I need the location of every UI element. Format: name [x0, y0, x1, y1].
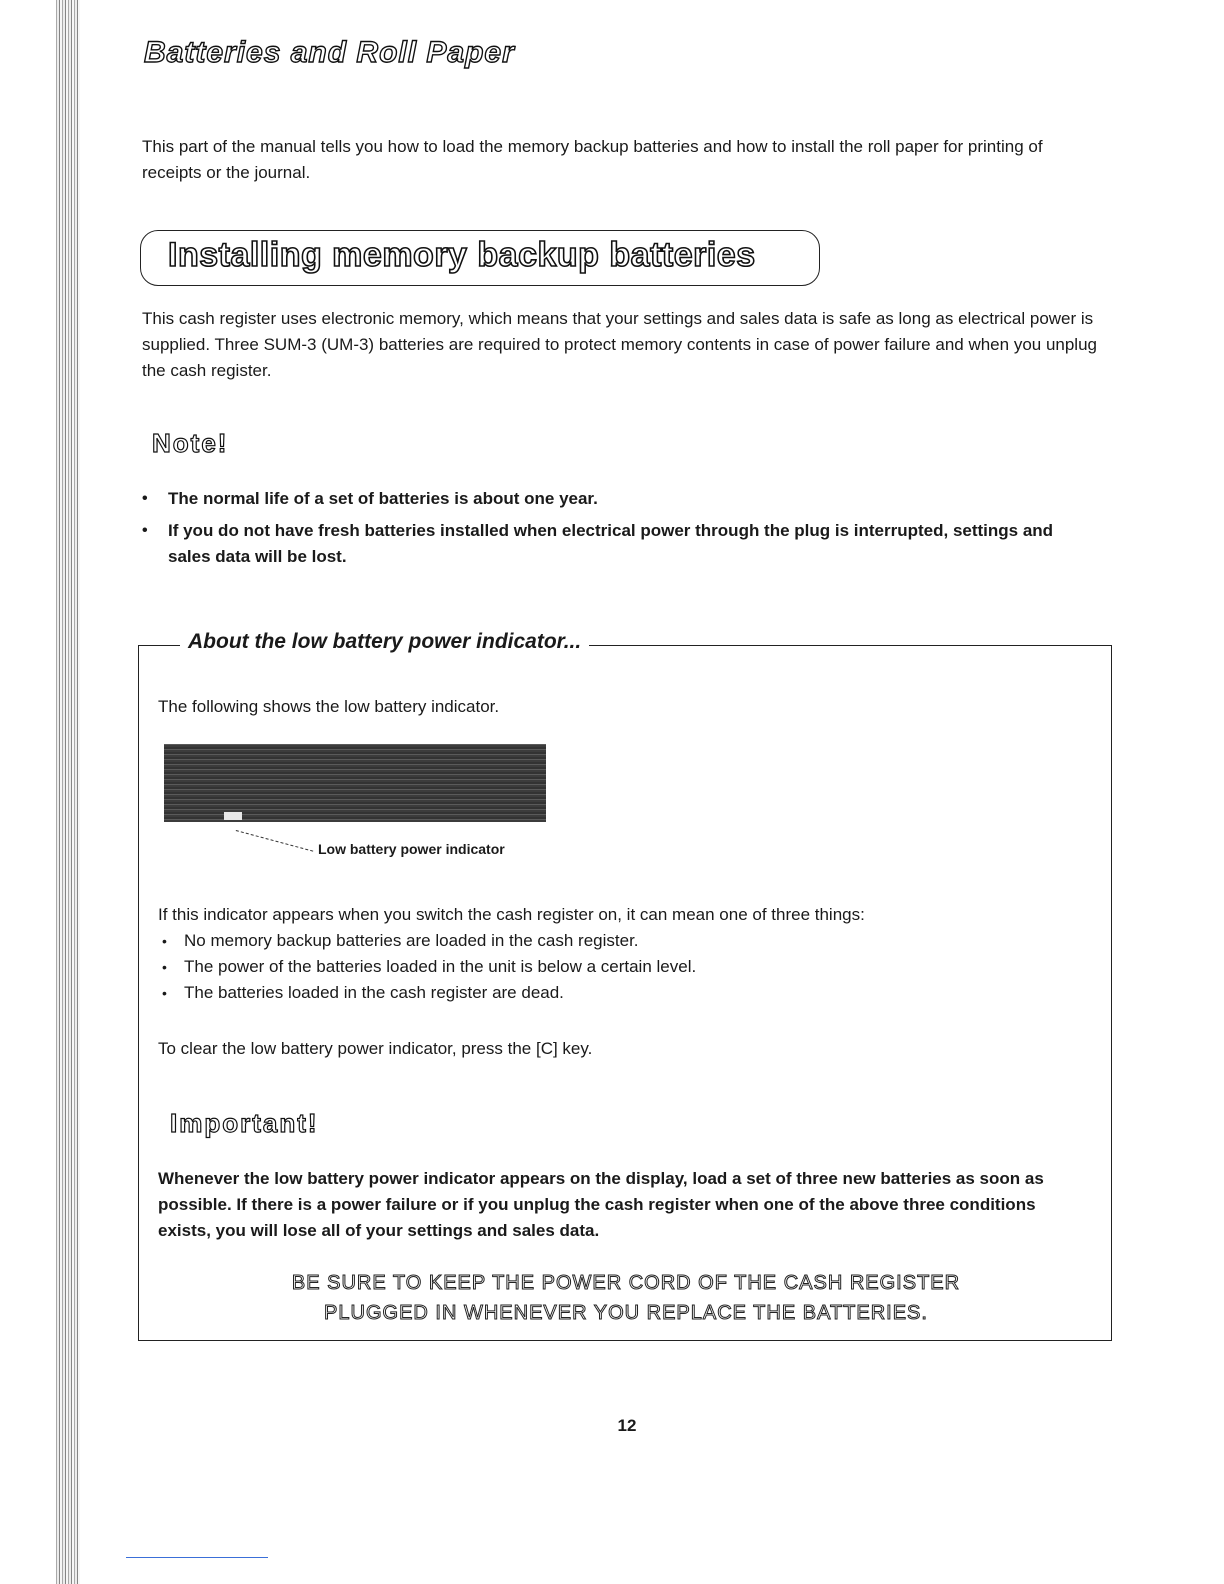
binding-edge: [56, 0, 80, 1584]
section-body: This cash register uses electronic memory, which means that your settings and sales data is safe as long as electrical power is supplied. Three SUM-3 (UM-3) batteries are required to protect memory contents in case of power failure and when you unplug the cash register.: [142, 309, 1097, 380]
infobox-lead: The following shows the low battery indicator.: [158, 697, 500, 716]
important-label: Important!: [170, 1108, 319, 1138]
clear-instruction: To clear the low battery power indicator, press the [C] key.: [158, 1039, 593, 1058]
warning-line: PLUGGED IN WHENEVER YOU REPLACE THE BATTERIES.: [324, 1302, 928, 1324]
important-text: Whenever the low battery power indicator appears on the display, load a set of three new batteries as soon as possible. If there is a power failure or if you unplug the cash register when one of the above three conditions exists, you will lose all of your settings and sales data.: [158, 1169, 1044, 1240]
display-illustration: [164, 744, 546, 822]
condition-list: [158, 928, 1078, 1006]
condition-item: • The batteries loaded in the cash register are dead.: [158, 980, 1078, 1006]
low-battery-indicator-mark: [224, 812, 242, 820]
warning-text: [158, 1268, 1094, 1328]
display-caption: Low battery power indicator: [318, 841, 505, 857]
note-label: Note!: [152, 428, 229, 458]
infobox-title: About the low battery power indicator...: [180, 630, 589, 654]
note-item: • The normal life of a set of batteries is about one year.: [140, 486, 1100, 512]
condition-item: • The power of the batteries loaded in the unit is below a certain level.: [158, 954, 1078, 980]
page-number: 12: [617, 1416, 637, 1435]
intro-paragraph: This part of the manual tells you how to load the memory backup batteries and how to install the roll paper for printing of receipts or the journal.: [142, 137, 1043, 182]
condition-intro: If this indicator appears when you switch the cash register on, it can mean one of three things:: [158, 905, 865, 924]
note-item: • If you do not have fresh batteries installed when electrical power through the plug is interrupted, settings and sales data will be lost.: [140, 518, 1100, 570]
page-title: Batteries and Roll Paper: [144, 36, 515, 69]
section-heading: Installing memory backup batteries: [168, 236, 756, 274]
note-list: [140, 486, 1100, 576]
warning-line: BE SURE TO KEEP THE POWER CORD OF THE CASH REGISTER: [291, 1272, 961, 1294]
condition-item: • No memory backup batteries are loaded in the cash register.: [158, 928, 1078, 954]
footer-rule: [126, 1557, 268, 1558]
